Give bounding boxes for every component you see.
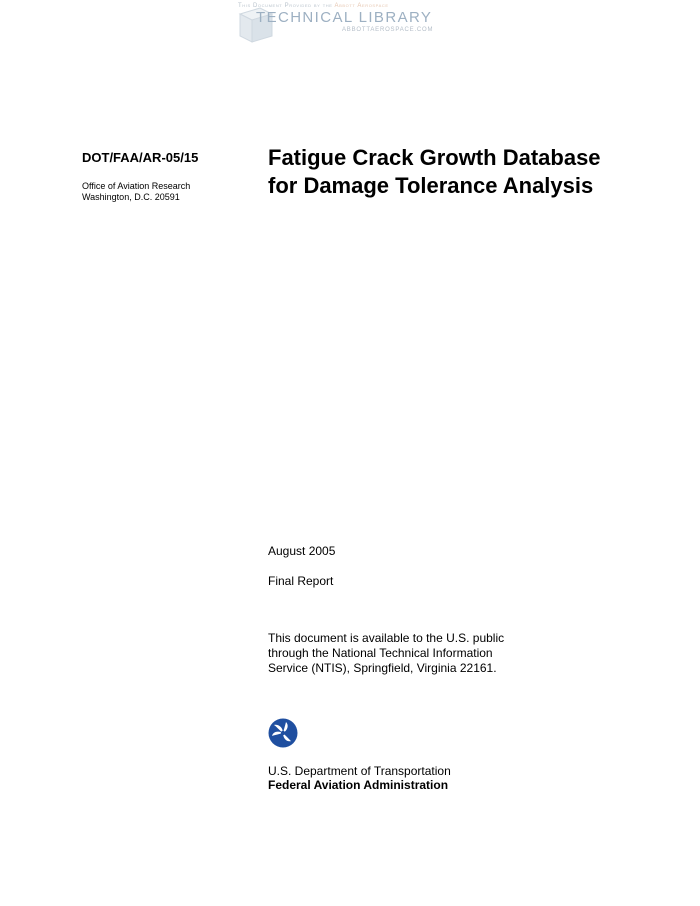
office-name: Office of Aviation Research [82,181,191,191]
availability-statement [268,631,504,676]
report-number: DOT/FAA/AR-05/15 [82,150,199,165]
watermark-brand-text: Abbott Aerospace [334,3,389,9]
report-type: Final Report [268,574,334,588]
administration-name: Federal Aviation Administration [268,778,449,792]
office-location: Washington, D.C. 20591 [82,192,180,202]
watermark [236,2,456,46]
watermark-library-text: TECHNICAL LIBRARY [256,9,433,26]
watermark-provided-text: This Document Provided by the [238,3,333,9]
title-line-2: for Damage Tolerance Analysis [268,173,594,198]
report-title [268,144,601,200]
availability-line-2: through the National Technical Information [268,646,493,660]
watermark-website-text: ABBOTTAEROSPACE.COM [342,27,434,33]
dot-triskelion-icon [268,718,298,748]
availability-line-3: Service (NTIS), Springfield, Virginia 22161. [268,661,497,675]
agency-block [268,764,451,792]
office-address [82,181,190,203]
title-line-1: Fatigue Crack Growth Database [268,145,601,170]
department-name: U.S. Department of Transportation [268,764,451,778]
report-date: August 2005 [268,544,336,558]
availability-line-1: This document is available to the U.S. public [268,631,505,645]
